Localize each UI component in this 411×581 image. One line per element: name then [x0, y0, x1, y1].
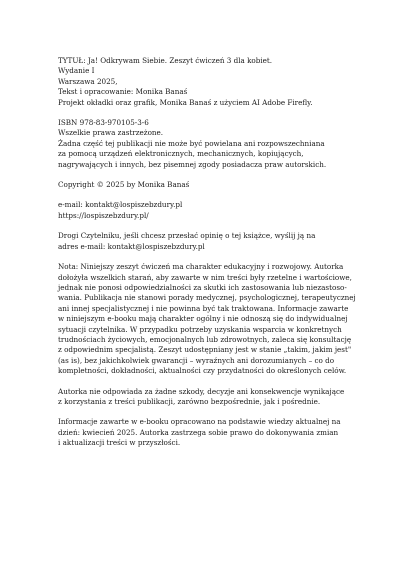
- colophon-block: [58, 56, 368, 108]
- copyright-notice: Copyright © 2025 by Monika Banaś: [58, 180, 190, 190]
- copyright-block: [58, 180, 368, 190]
- liability-line: Autorka nie odpowiada za żadne szkody, decyzje ani konsekwencje wynikające: [58, 386, 345, 396]
- disclaimer-line: ani innej specjalistycznej i nie powinna być tak traktowana. Informacje zawarte: [58, 303, 349, 313]
- disclaimer-line: trudnościach życiowych, emocjonalnych lub zdrowotnych, zaleca się konsultację: [58, 334, 352, 344]
- currency-block: [58, 417, 368, 448]
- disclaimer-line: (as is), bez jakichkolwiek gwarancji – wyraźnych ani dorozumianych – co do: [58, 355, 335, 365]
- feedback-line: Drogi Czytelniku, jeśli chcesz przesłać opinię o tej książce, wyślij ją na: [58, 231, 316, 241]
- feedback-line: adres e-mail: kontakt@lospiszebzdury.pl: [58, 241, 205, 251]
- disclaimer-block: [58, 262, 368, 376]
- feedback-block: [58, 231, 368, 252]
- disclaimer-line: Nota: Niniejszy zeszyt ćwiczeń ma charakter edukacyjny i rozwojowy. Autorka: [58, 262, 344, 272]
- currency-line: dzień: kwiecień 2025. Autorka zastrzega sobie prawo do dokonywania zmian: [58, 427, 339, 437]
- currency-line: Informacje zawarte w e-booku opracowano na podstawie wiedzy aktualnej na: [58, 417, 341, 427]
- rights-reserved: Wszelkie prawa zastrzeżone.: [58, 128, 164, 138]
- cover-credit: Projekt okładki oraz grafik, Monika Banaś z użyciem AI Adobe Firefly.: [58, 97, 313, 107]
- author-credit: Tekst i opracowanie: Monika Banaś: [58, 87, 188, 97]
- isbn: ISBN 978-83-970105-3-6: [58, 118, 149, 128]
- contact-block: [58, 200, 368, 221]
- disclaimer-line: wania. Publikacja nie stanowi porady medycznej, psychologicznej, terapeutycznej: [58, 293, 356, 303]
- liability-line: z korzystania z treści publikacji, zarówno bezpośrednie, jak i pośrednie.: [58, 396, 321, 406]
- disclaimer-line: jednak nie ponosi odpowiedzialności za skutki ich zastosowania lub niezastoso-: [58, 282, 347, 292]
- disclaimer-line: dołożyła wszelkich starań, aby zawarte w nim treści były rzetelne i wartościowe,: [58, 272, 352, 282]
- rights-line: za pomocą urządzeń elektronicznych, mechanicznych, kopiujących,: [58, 149, 304, 159]
- copyright-page: [58, 56, 368, 459]
- rights-line: nagrywających i innych, bez pisemnej zgody posiadacza praw autorskich.: [58, 159, 327, 169]
- disclaimer-line: z odpowiednim specjalistą. Zeszyt udostępniany jest w stanie „takim, jakim jest": [58, 345, 352, 355]
- disclaimer-line: sytuacji czytelnika. W przypadku potrzeby uzyskania wsparcia w konkretnych: [58, 324, 342, 334]
- edition: Wydanie I: [58, 66, 95, 76]
- liability-block: [58, 387, 368, 408]
- disclaimer-line: kompletności, dokładności, aktualności czy przydatności do określonych celów.: [58, 366, 347, 376]
- place-year: Warszawa 2025,: [58, 76, 118, 86]
- rights-block: [58, 118, 368, 170]
- disclaimer-line: w niniejszym e-booku mają charakter ogólny i nie odnoszą się do indywidualnej: [58, 314, 348, 324]
- contact-url: https://lospiszebzdury.pl/: [58, 210, 149, 220]
- rights-line: Żadna część tej publikacji nie może być powielana ani rozpowszechniana: [58, 138, 325, 148]
- currency-line: i aktualizacji treści w przyszłości.: [58, 438, 181, 448]
- contact-email: e-mail: kontakt@lospiszebzdury.pl: [58, 200, 183, 210]
- book-title: TYTUŁ: Ja! Odkrywam Siebie. Zeszyt ćwiczeń 3 dla kobiet.: [58, 56, 273, 65]
